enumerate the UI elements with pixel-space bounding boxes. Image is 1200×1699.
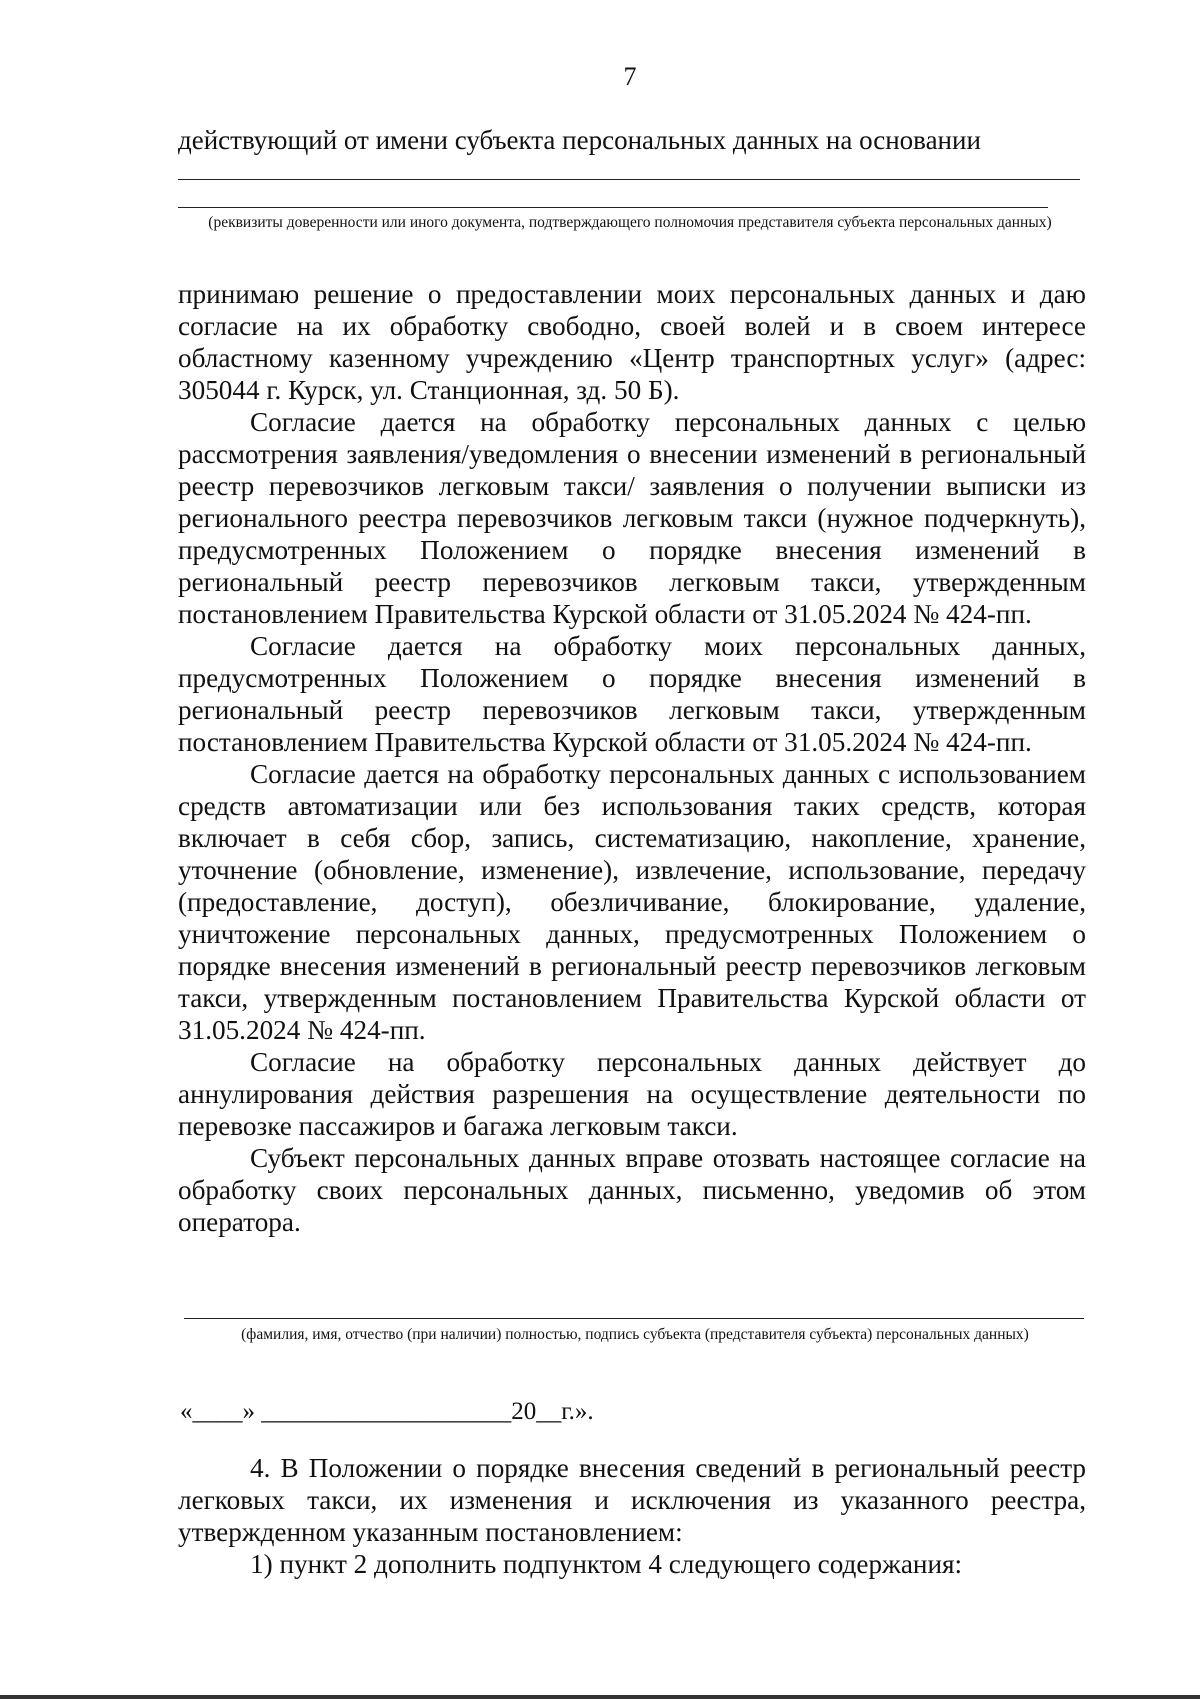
page-number: 7	[623, 62, 637, 91]
header-line: действующий от имени субъекта персональных данных на основании	[178, 125, 981, 155]
date-line: «____» ____________________20__г.».	[180, 1398, 594, 1425]
paragraph-6: Субъект персональных данных вправе отозвать настоящее согласие на обработку своих персональных данных, письменно, уведомив об этом оператора.	[178, 1143, 1086, 1237]
amendment-section	[178, 1452, 1086, 1580]
paragraph-3: Согласие дается на обработку моих персональных данных, предусмотренных Положением о порядке внесения изменений в региональный реестр перевозчиков легковым такси, утвержденным постановлением Правительства Курской области от 31.05.2024 № 424-пп.	[178, 631, 1086, 757]
amendment-subitem-1: 1) пункт 2 дополнить подпунктом 4 следующего содержания:	[250, 1549, 963, 1579]
caption-signature: (фамилия, имя, отчество (при наличии) полностью, подпись субъекта (представителя субъекта) персональных данных)	[241, 1326, 1029, 1343]
consent-body	[178, 278, 1086, 1238]
amendment-item-4: 4. В Положении о порядке внесения сведений в региональный реестр легковых такси, их изменения и исключения из указанного реестра, утвержденном указанным постановлением:	[178, 1453, 1086, 1547]
caption-document-requisites: (реквизиты доверенности или иного документа, подтверждающего полномочия представителя субъекта персональных данных)	[208, 214, 1052, 231]
paragraph-2: Согласие дается на обработку персональных данных с целью рассмотрения заявления/уведомления о внесении изменений в региональный реестр перевозчиков легковым такси/ заявления о получении выписки из регионального реестра перевозчиков легковым такси (нужное подчеркнуть), предусмотренных Положением о порядке внесения изменений в региональный реестр перевозчиков легковым такси, утвержденным постановлением Правительства Курской области от 31.05.2024 № 424-пп.	[178, 407, 1086, 629]
blank-line-2	[178, 207, 1048, 208]
paragraph-4: Согласие дается на обработку персональных данных с использованием средств автоматизации или без использования таких средств, которая включает в себя сбор, запись, систематизацию, накопление, хранение, уточнение (обновление, изменение), извлечение, использование, передачу (предоставление, доступ), обезличивание, блокирование, удаление, уничтожение персональных данных, предусмотренных Положением о порядке внесения изменений в региональный реестр перевозчиков легковым такси, утвержденным постановлением Правительства Курской области от 31.05.2024 № 424-пп.	[178, 759, 1086, 1045]
scan-bottom-edge	[0, 1695, 1200, 1699]
blank-line-1	[178, 179, 1080, 180]
signature-line	[184, 1318, 1084, 1319]
paragraph-1: принимаю решение о предоставлении моих персональных данных и даю согласие на их обработку свободно, своей волей и в своем интересе областному казенному учреждению «Центр транспортных услуг» (адрес: 305044 г. Курск, ул. Станционная, зд. 50 Б).	[178, 279, 1086, 405]
paragraph-5: Согласие на обработку персональных данных действует до аннулирования действия разрешения на осуществление деятельности по перевозке пассажиров и багажа легковым такси.	[178, 1047, 1086, 1141]
